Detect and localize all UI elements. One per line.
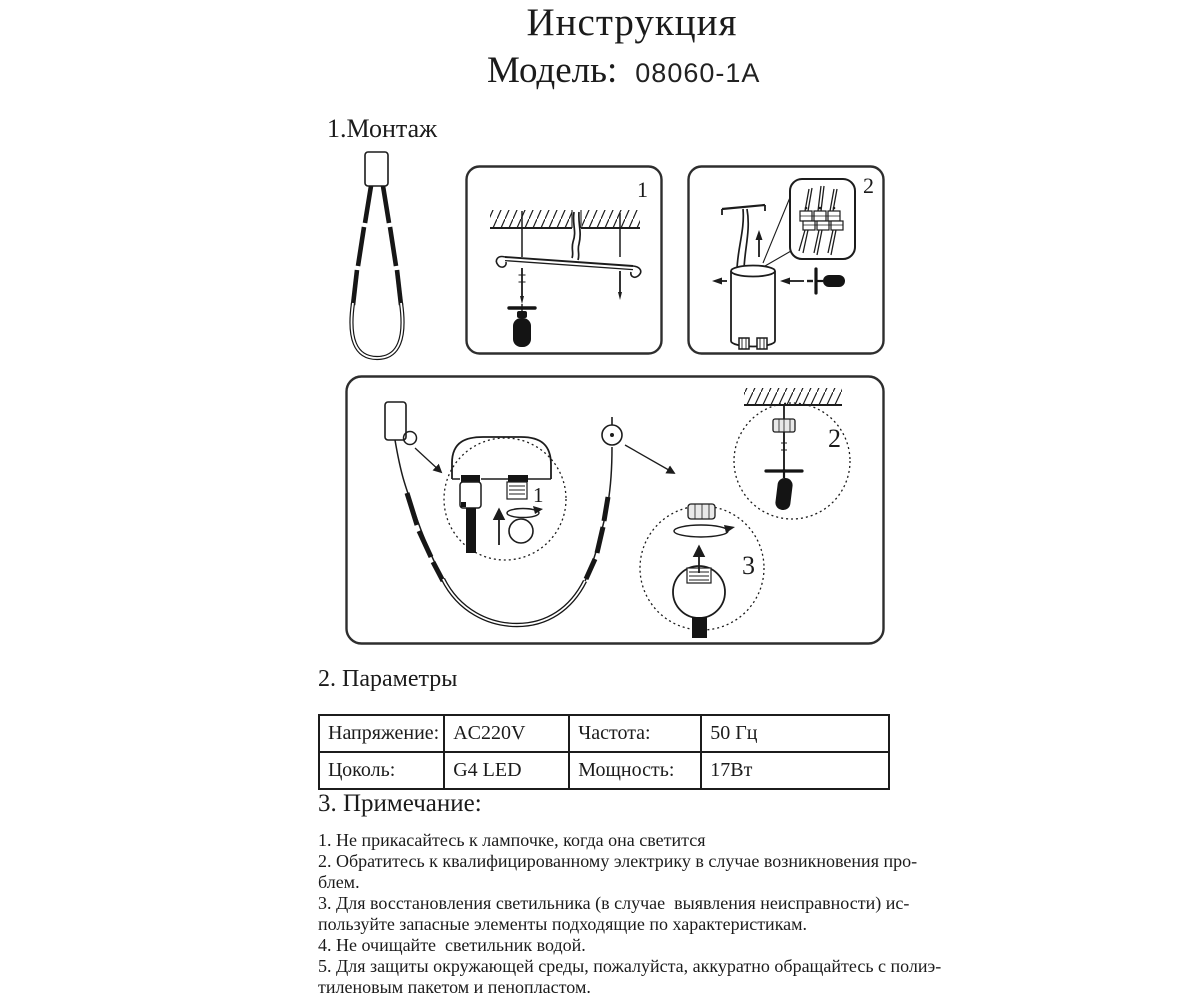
- table-row: [319, 715, 889, 752]
- section-montage-heading: 1.Монтаж: [327, 114, 438, 143]
- param-value: AC220V: [444, 715, 569, 752]
- note-line: 5. Для защиты окружающей среды, пожалуйста, аккуратно обращайтесь с полиэ-: [318, 956, 942, 976]
- note-line: 1. Не прикасайтесь к лампочке, когда она светится: [318, 830, 706, 850]
- lamp-overview-diagram: [335, 146, 445, 372]
- param-label: Цоколь:: [319, 752, 444, 789]
- model-label: Модель:: [487, 50, 618, 91]
- assembly-overview-diagram: [345, 375, 885, 645]
- assembly-frame: [347, 377, 884, 644]
- model-value: 08060-1A: [635, 58, 761, 88]
- terminal-detail-inset: [790, 179, 855, 259]
- mounting-step-2-diagram: [687, 165, 885, 355]
- parameters-table: [318, 714, 890, 790]
- note-line: тиленовым пакетом и пенопластом.: [318, 977, 591, 997]
- step-2-label: 2: [863, 173, 874, 198]
- table-row: [319, 752, 889, 789]
- param-value: 17Вт: [701, 752, 889, 789]
- param-value: 50 Гц: [701, 715, 889, 752]
- detail-1-label: 1: [533, 483, 544, 507]
- g4-socket-pins: [739, 338, 749, 349]
- notes-list: [318, 830, 941, 998]
- note-line: пользуйте запасные элементы подходящие по характеристикам.: [318, 914, 808, 934]
- canopy-cylinder: [731, 266, 775, 277]
- param-label: Напряжение:: [319, 715, 444, 752]
- detail-2-label: 2: [828, 424, 841, 453]
- detail-3-label: 3: [742, 551, 755, 580]
- note-line: 3. Для восстановления светильника (в случае выявления неисправности) ис-: [318, 893, 910, 913]
- ceiling-canopy: [365, 152, 388, 186]
- note-line: 2. Обратитесь к квалифицированному электрику в случае возникновения про-: [318, 851, 918, 871]
- model-row: [487, 49, 760, 92]
- page-title: Инструкция: [526, 1, 738, 44]
- param-value: G4 LED: [444, 752, 569, 789]
- step-1-label: 1: [637, 177, 648, 202]
- param-label: Частота:: [569, 715, 701, 752]
- suspension-cords: [353, 186, 401, 305]
- section-notes-heading: 3. Примечание:: [318, 790, 482, 817]
- ceiling-canopy: [385, 402, 406, 440]
- param-label: Мощность:: [569, 752, 701, 789]
- mounting-step-1-diagram: [465, 165, 663, 355]
- ceiling-hatch: [490, 210, 572, 228]
- section-parameters-heading: 2. Параметры: [318, 666, 458, 692]
- note-line: блем.: [318, 872, 360, 892]
- note-line: 4. Не очищайте светильник водой.: [318, 935, 586, 955]
